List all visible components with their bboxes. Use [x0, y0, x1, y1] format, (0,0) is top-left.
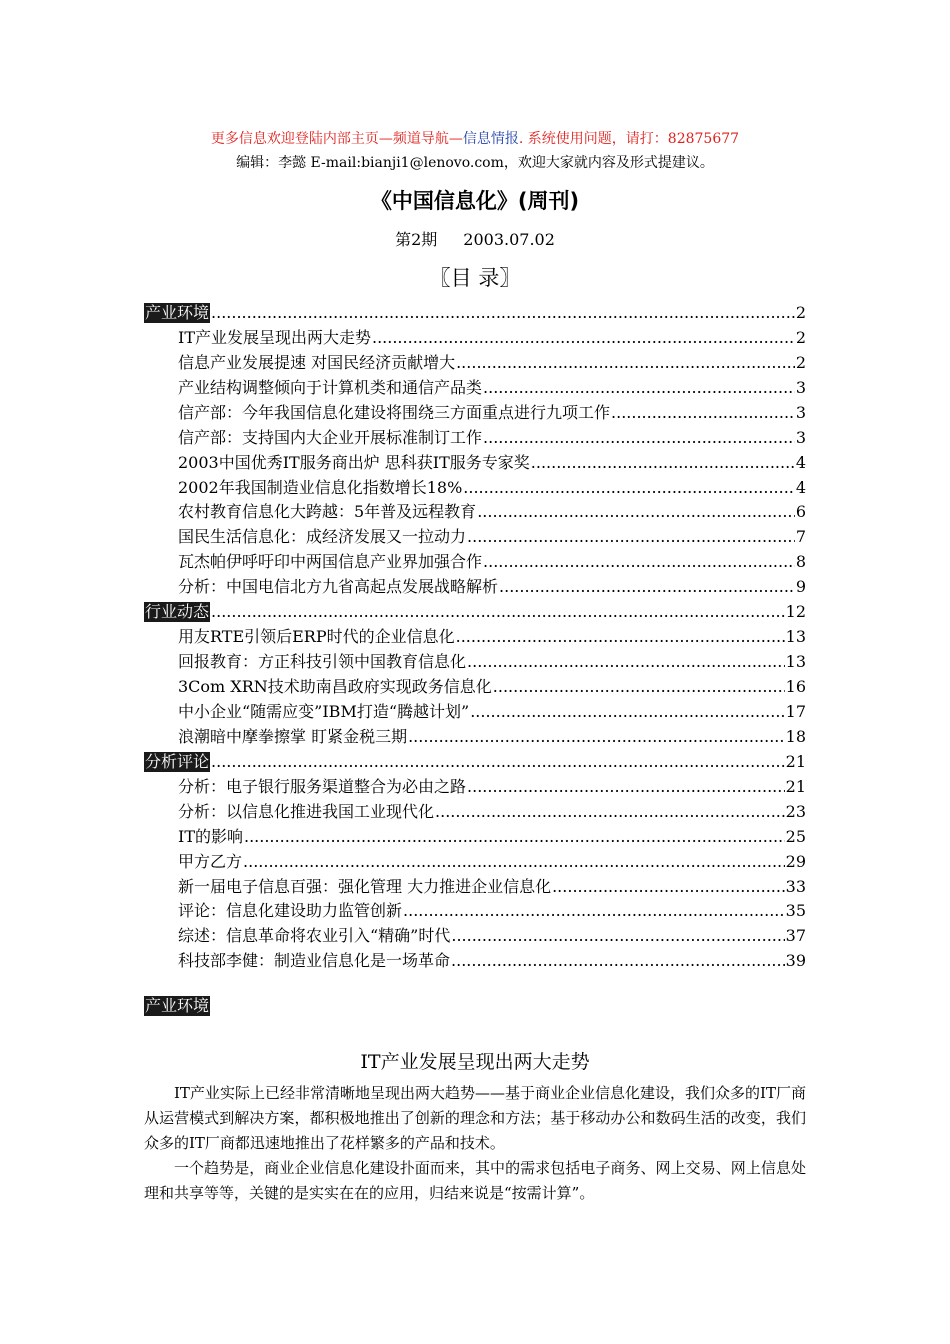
toc-leader-dots: [403, 901, 785, 921]
toc-entry[interactable]: [144, 473, 806, 498]
toc-entry[interactable]: [144, 522, 806, 547]
toc-entry-label: 分析评论: [145, 751, 210, 771]
toc-entry-label: 产业结构调整倾向于计算机类和通信产品类: [178, 377, 483, 397]
publication-title: 《中国信息化》(周刊): [370, 189, 580, 213]
toc-page-number: 3: [795, 402, 806, 422]
toc-leader-dots: [467, 652, 785, 672]
toc-leader-dots: [211, 303, 795, 323]
toc-entry-label: 中小企业“随需应变”IBM打造“腾越计划”: [178, 701, 470, 721]
toc-page-number: 13: [785, 652, 806, 672]
toc-entry-label: 信息产业发展提速 对国民经济贡献增大: [178, 352, 456, 372]
toc-entry[interactable]: [144, 423, 806, 448]
toc-leader-dots: [483, 428, 795, 448]
toc-entry-label: 信产部：今年我国信息化建设将围绕三方面重点进行九项工作: [178, 402, 611, 422]
toc-page-number: 2: [795, 352, 806, 372]
editor-line: 编辑：李懿 E-mail:bianji1@lenovo.com，欢迎大家就内容及形式提建议。: [236, 155, 714, 171]
toc-page-number: 2: [795, 302, 806, 322]
toc-entry-label: 科技部李健：制造业信息化是一场革命: [178, 951, 451, 971]
toc-entry[interactable]: [144, 697, 806, 722]
toc-leader-dots: [456, 353, 795, 373]
toc-leader-dots: [463, 478, 795, 498]
article-body: [144, 1081, 806, 1206]
toc-leader-dots: [372, 328, 795, 348]
toc-entry-label: 瓦杰帕伊呼吁印中两国信息产业界加强合作: [178, 552, 483, 572]
toc-page-number: 18: [785, 726, 806, 746]
notice-suffix: . 系统使用问题，请打：82875677: [518, 131, 740, 147]
toc-leader-dots: [211, 602, 785, 622]
toc-entry[interactable]: [144, 373, 806, 398]
toc-page-number: 6: [795, 502, 806, 522]
toc-entry-label: 浪潮暗中摩拳擦掌 盯紧金税三期: [178, 726, 408, 746]
toc-leader-dots: [477, 502, 795, 522]
toc-entry[interactable]: [144, 722, 806, 747]
toc-entry-label: IT产业发展呈现出两大走势: [178, 327, 371, 347]
toc-entry-label: 2003中国优秀IT服务商出炉 思科获IT服务专家奖: [178, 452, 530, 472]
toc-page-number: 33: [785, 876, 806, 896]
toc-entry[interactable]: [144, 897, 806, 922]
toc-leader-dots: [531, 453, 795, 473]
toc-entry-label: 分析：中国电信北方九省高起点发展战略解析: [178, 577, 499, 597]
toc-page-number: 4: [795, 452, 806, 472]
toc-leader-dots: [408, 727, 785, 747]
intranet-notice: [0, 128, 950, 148]
toc-entry-label: 综述：信息革命将农业引入“精确”时代: [178, 926, 451, 946]
toc-entry-label: 新一届电子信息百强：强化管理 大力推进企业信息化: [178, 876, 552, 896]
toc-entry-label: 回报教育：方正科技引领中国教育信息化: [178, 652, 467, 672]
toc-page-number: 13: [785, 627, 806, 647]
toc-leader-dots: [243, 852, 785, 872]
toc-entry[interactable]: [144, 498, 806, 523]
toc-entry[interactable]: [144, 797, 806, 822]
toc-entry[interactable]: [144, 847, 806, 872]
toc-page-number: 21: [785, 776, 806, 796]
toc-entry[interactable]: [144, 398, 806, 423]
article-paragraph: 一个趋势是，商业企业信息化建设扑面而来，其中的需求包括电子商务、网上交易、网上信息处理和共享等等，关键的是实实在在的应用，归结来说是“按需计算”。: [144, 1159, 806, 1202]
toc-section-entry[interactable]: [144, 747, 806, 772]
toc-entry[interactable]: [144, 872, 806, 897]
toc-entry-label: 用友RTE引领后ERP时代的企业信息化: [178, 627, 455, 647]
toc-leader-dots: [552, 877, 785, 897]
notice-link[interactable]: 信息情报: [462, 131, 519, 147]
toc-entry[interactable]: [144, 647, 806, 672]
toc-page-number: 39: [785, 951, 806, 971]
toc-entry-label: IT的影响: [178, 826, 243, 846]
toc-entry-label: 分析：电子银行服务渠道整合为必由之路: [178, 776, 467, 796]
toc-section-entry[interactable]: [144, 597, 806, 622]
toc-page-number: 35: [785, 901, 806, 921]
toc-page-number: 21: [785, 751, 806, 771]
toc-section-entry[interactable]: [144, 298, 806, 323]
toc-page-number: 7: [795, 527, 806, 547]
toc-leader-dots: [451, 951, 785, 971]
toc-entry-label: 2002年我国制造业信息化指数增长18%: [178, 477, 463, 497]
table-of-contents: [144, 298, 806, 971]
toc-leader-dots: [244, 827, 785, 847]
issue-number: 第2期: [395, 230, 438, 249]
article-section-tag: 产业环境: [145, 996, 210, 1015]
toc-entry-label: 产业环境: [145, 302, 210, 322]
toc-entry[interactable]: [144, 622, 806, 647]
toc-entry[interactable]: [144, 772, 806, 797]
issue-date: 2003.07.02: [463, 230, 555, 249]
article-title: IT产业发展呈现出两大走势: [360, 1051, 590, 1073]
toc-page-number: 25: [785, 826, 806, 846]
toc-leader-dots: [499, 577, 795, 597]
toc-page-number: 2: [795, 327, 806, 347]
toc-leader-dots: [435, 802, 785, 822]
toc-page-number: 8: [795, 552, 806, 572]
toc-leader-dots: [456, 627, 785, 647]
toc-entry[interactable]: [144, 547, 806, 572]
toc-leader-dots: [483, 378, 795, 398]
toc-entry[interactable]: [144, 672, 806, 697]
toc-entry-label: 评论：信息化建设助力监管创新: [178, 901, 403, 921]
toc-leader-dots: [483, 552, 795, 572]
notice-prefix: 更多信息欢迎登陆内部主页—频道导航—: [210, 131, 463, 147]
article-paragraph: IT产业实际上已经非常清晰地呈现出两大趋势——基于商业企业信息化建设，我们众多的IT厂商从运营模式到解决方案，都积极地推出了创新的理念和方法；基于移动办公和数码生活的改变，我们众多的IT厂商都迅速地推出了花样繁多的产品和技术。: [144, 1084, 806, 1152]
toc-entry[interactable]: [144, 448, 806, 473]
toc-leader-dots: [470, 702, 784, 722]
toc-leader-dots: [493, 677, 785, 697]
toc-entry-label: 分析：以信息化推进我国工业现代化: [178, 801, 435, 821]
toc-heading: 〖目 录〗: [429, 266, 521, 290]
toc-page-number: 9: [795, 577, 806, 597]
toc-entry[interactable]: [144, 572, 806, 597]
toc-entry[interactable]: [144, 946, 806, 971]
toc-entry[interactable]: [144, 822, 806, 847]
toc-page-number: 3: [795, 427, 806, 447]
toc-leader-dots: [451, 926, 784, 946]
toc-page-number: 12: [785, 602, 806, 622]
toc-leader-dots: [611, 403, 795, 423]
toc-page-number: 37: [785, 926, 806, 946]
issue-line: [0, 227, 950, 250]
toc-leader-dots: [467, 527, 795, 547]
toc-entry-label: 信产部：支持国内大企业开展标准制订工作: [178, 427, 483, 447]
toc-page-number: 4: [795, 477, 806, 497]
toc-entry-label: 行业动态: [145, 602, 210, 622]
toc-entry-label: 甲方乙方: [178, 851, 243, 871]
toc-entry[interactable]: [144, 323, 806, 348]
toc-entry[interactable]: [144, 921, 806, 946]
toc-leader-dots: [467, 777, 785, 797]
toc-page-number: 17: [785, 701, 806, 721]
toc-page-number: 23: [785, 801, 806, 821]
toc-entry[interactable]: [144, 348, 806, 373]
toc-entry-label: 3Com XRN技术助南昌政府实现政务信息化: [178, 677, 492, 696]
toc-leader-dots: [211, 752, 785, 772]
toc-page-number: 3: [795, 377, 806, 397]
toc-entry-label: 国民生活信息化：成经济发展又一拉动力: [178, 527, 467, 547]
toc-entry-label: 农村教育信息化大跨越：5年普及远程教育: [178, 502, 477, 522]
toc-page-number: 16: [785, 677, 806, 696]
toc-page-number: 29: [785, 851, 806, 871]
